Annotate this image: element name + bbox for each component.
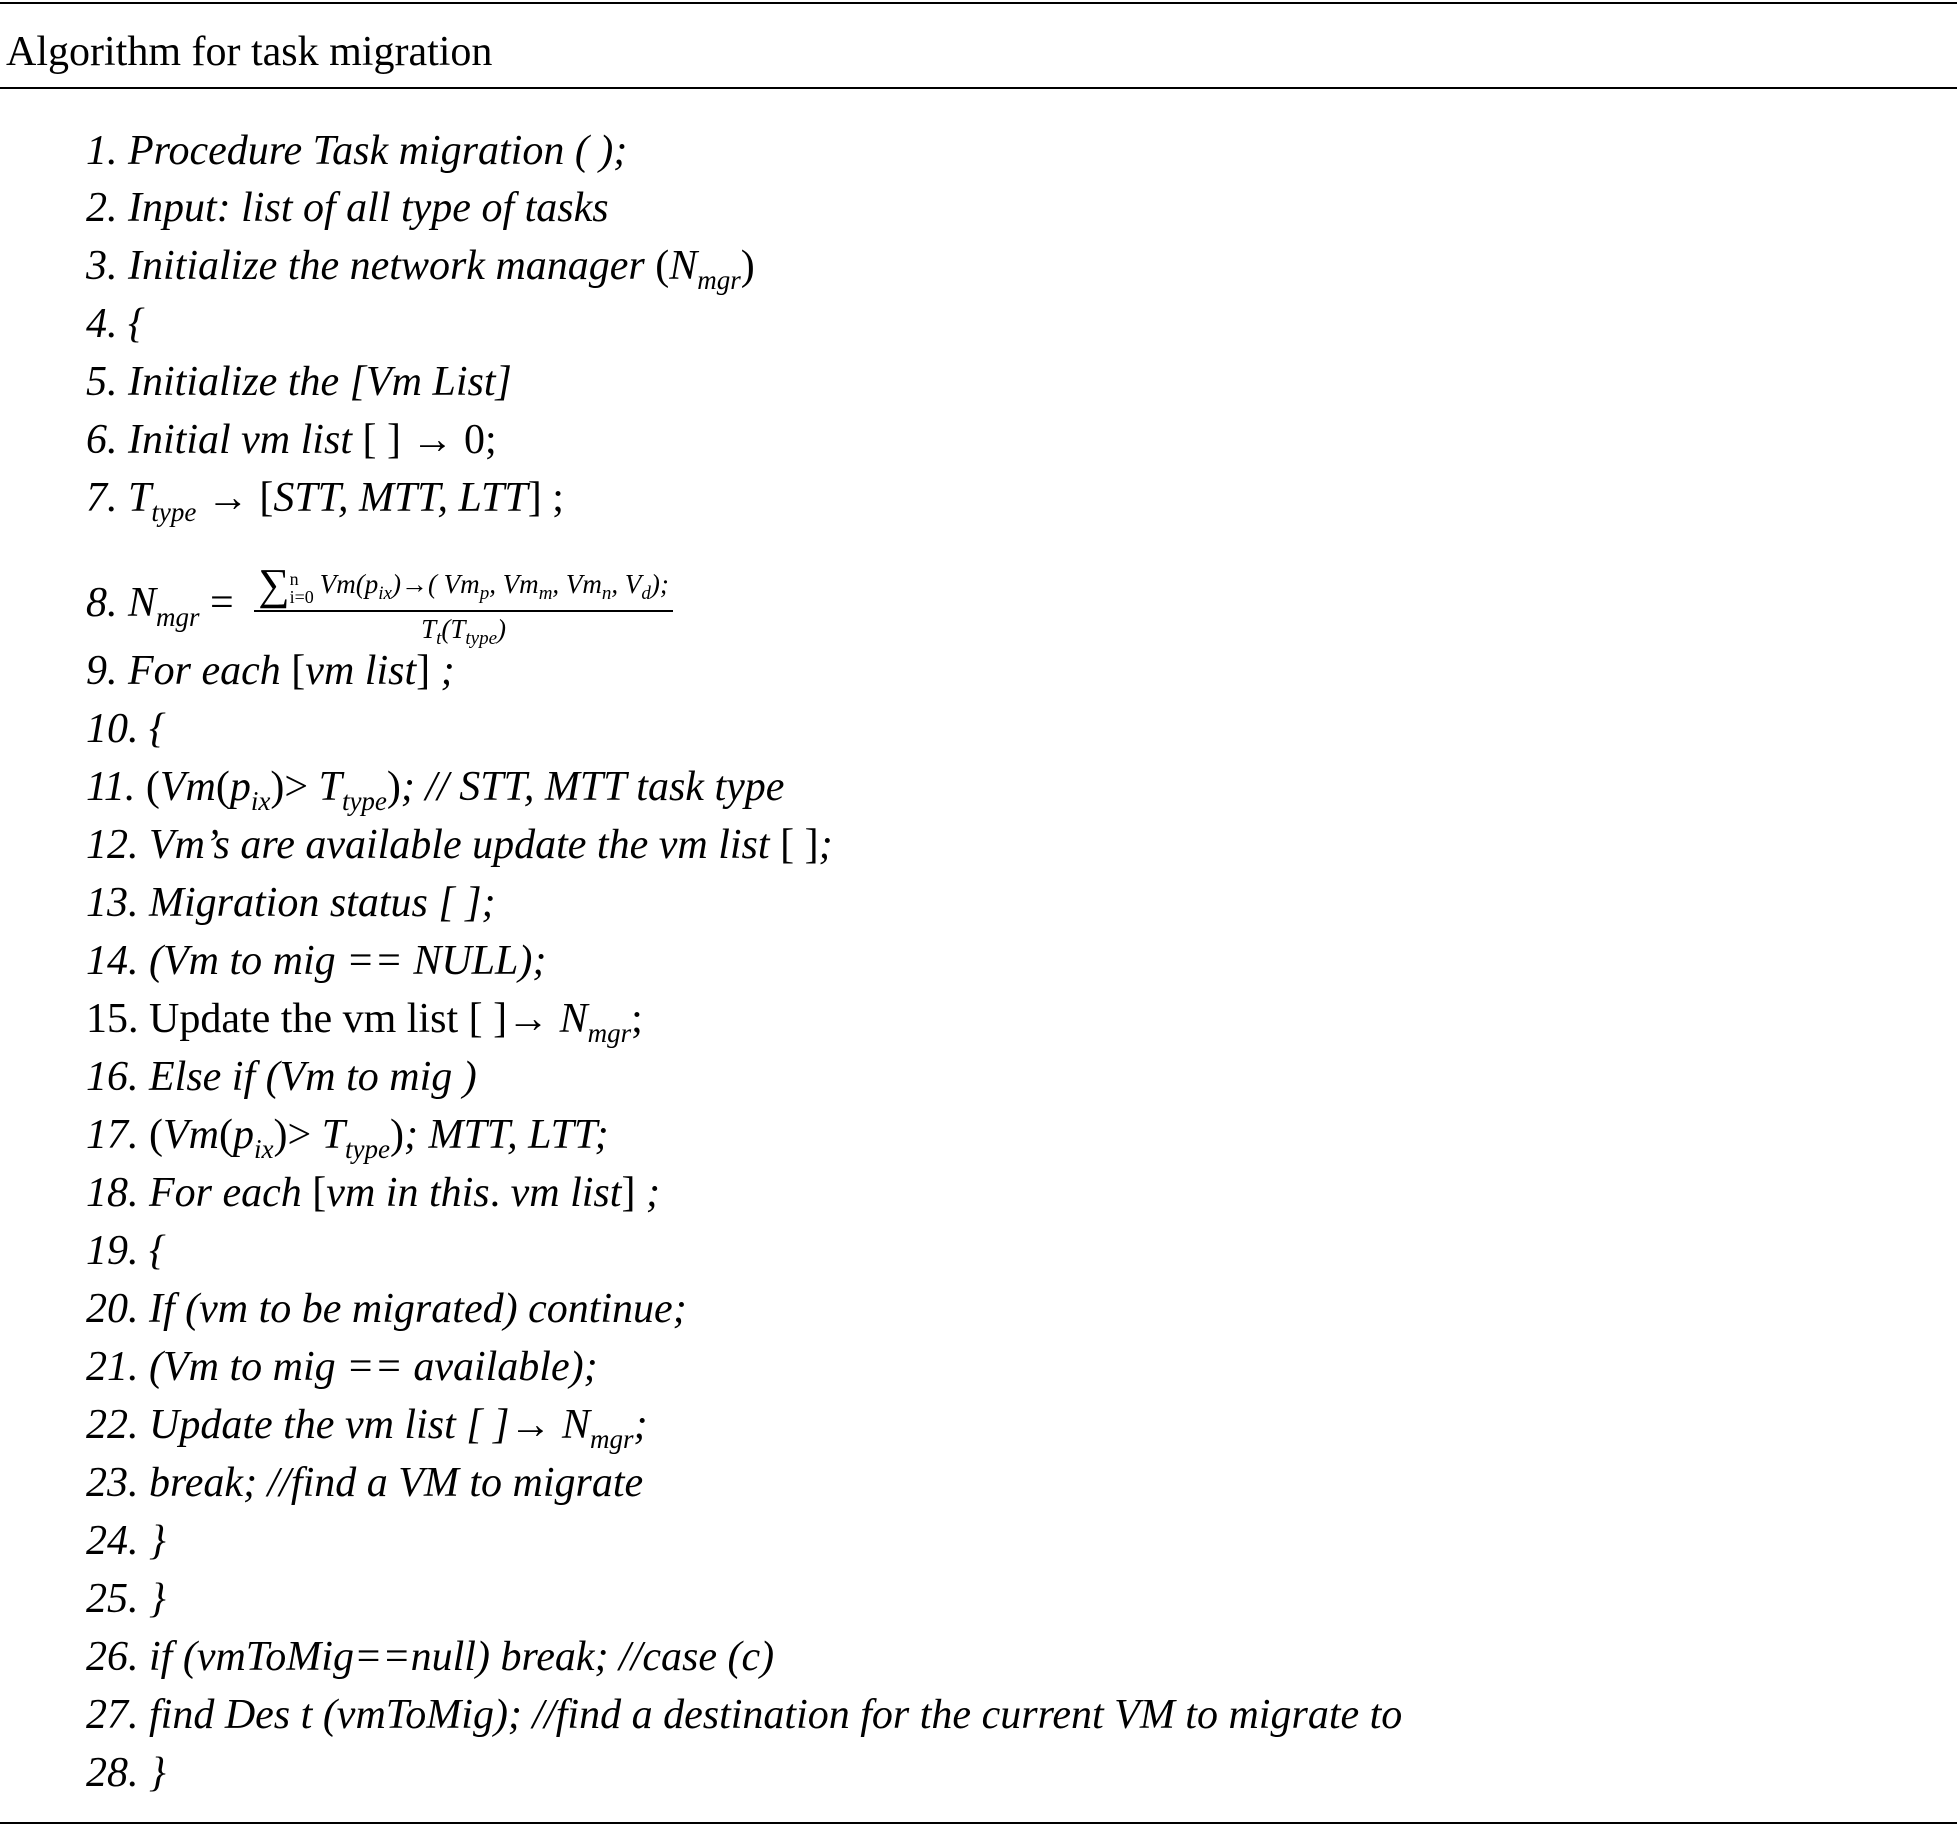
algorithm-line-24: 24. } <box>86 1518 166 1564</box>
algorithm-line-17: 17. $(Vm(p_{ix})> T_{type})$; MTT, LTT; <box>86 1112 609 1164</box>
algorithm-line-14: 14. (Vm to mig == NULL); <box>86 938 547 984</box>
algorithm-line-20: 20. If (vm to be migrated) continue; <box>86 1286 687 1332</box>
algorithm-line-22: 22. Update the vm list [ ]→ $N_{mgr}$; <box>86 1402 648 1454</box>
algorithm-line-5: 5. Initialize the [Vm List] <box>86 359 512 405</box>
algorithm-line-25: 25. } <box>86 1576 166 1622</box>
algorithm-caption: Algorithm for task migration <box>6 29 493 75</box>
algorithm-line-16: 16. Else if (Vm to mig ) <box>86 1054 477 1100</box>
fraction-denominator: $T_t(T_{type})$ <box>421 613 507 649</box>
top-rule <box>0 2 1957 4</box>
algorithm-line-19: 19. { <box>86 1228 166 1274</box>
algorithm-line-7: 7. $T_{type} \to [STT$, MTT, LTT] ; <box>86 475 564 527</box>
algorithm-line-28: 28. } <box>86 1750 166 1796</box>
algorithm-line-27: 27. find Des t (vmToMig); //find a destination for the current VM to migrate to <box>86 1692 1403 1738</box>
algorithm-line-1: 1. Procedure Task migration ( ); <box>86 128 628 174</box>
algorithm-line-26: 26. if (vmToMig==null) break; //case (c) <box>86 1634 775 1680</box>
algorithm-line-13: 13. Migration status [ ]; <box>86 880 496 926</box>
caption-rule <box>0 87 1957 89</box>
algorithm-line-4: 4. { <box>86 301 145 347</box>
fraction-numerator: ∑ n i=0 $Vm(p_{ix})\to$( $Vm_p$, $Vm_m$, $Vm_n$, $V_d$); <box>254 569 673 612</box>
algorithm-line-3: 3. Initialize the network manager $(N_{mgr})$ <box>86 243 755 295</box>
bottom-rule <box>0 1822 1957 1824</box>
algorithm-line-9: 9. For each [vm list] ; <box>86 648 455 694</box>
algorithm-line-18: 18. For each [vm in this. vm list] ; <box>86 1170 660 1216</box>
nmgr-fraction <box>254 559 673 649</box>
algorithm-line-21: 21. (Vm to mig == available); <box>86 1344 598 1390</box>
algorithm-line-23: 23. break; //find a VM to migrate <box>86 1460 644 1506</box>
algorithm-line-10: 10. { <box>86 706 166 752</box>
algorithm-line-11: 11. $(Vm(p_{ix})> T_{type})$; // STT, MTT task type <box>86 764 785 816</box>
algorithm-line-8: 8. $N_{mgr}$ = ∑ n i=0 $Vm(p_{ix})\to$( $Vm_p$, $Vm_m$, $Vm_n$, $V_d$); $T_t(T_{type})$ <box>86 558 673 648</box>
algorithm-line-12: 12. Vm’s are available update the vm list [ ]; <box>86 822 833 868</box>
algorithm-line-15: 15. Update the vm list [ ]→ $N_{mgr}$; <box>86 996 643 1048</box>
algorithm-line-6: 6. Initial vm list [ ] → 0; <box>86 417 497 463</box>
algorithm-line-2: 2. Input: list of all type of tasks <box>86 185 609 231</box>
